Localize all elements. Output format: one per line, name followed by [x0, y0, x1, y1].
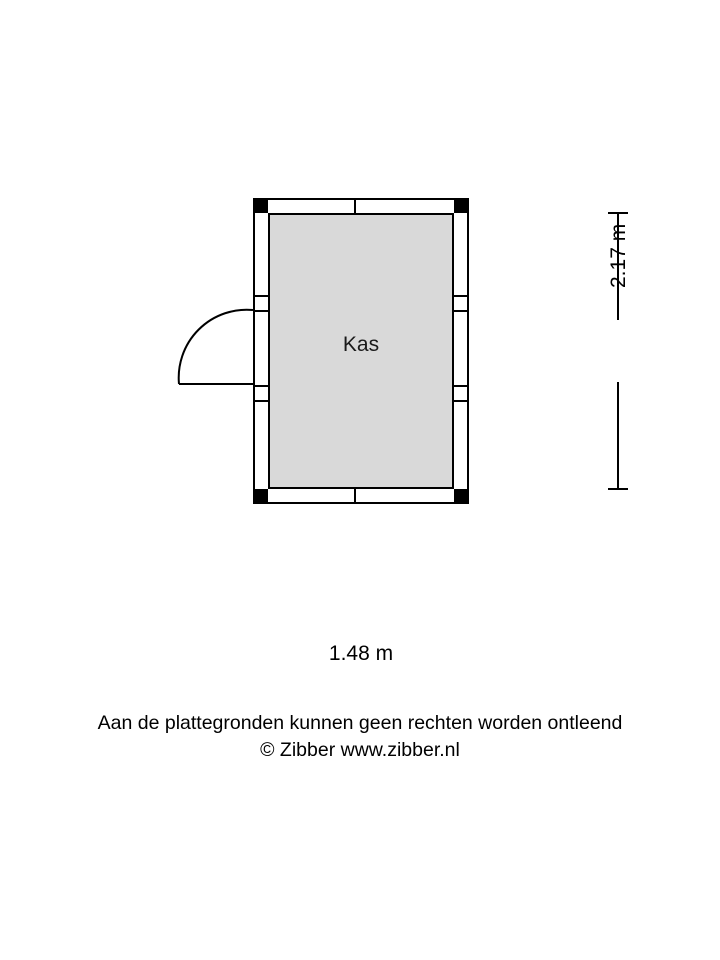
door-swing-icon — [175, 300, 257, 392]
room-label: Kas — [342, 333, 380, 356]
footer-line-2: © Zibber www.zibber.nl — [260, 739, 460, 761]
horizontal-dimension-label: 1.48 m — [253, 642, 469, 666]
window-left-lower-end — [253, 400, 268, 402]
footer-line-1: Aan de plattegronden kunnen geen rechten worden ontleend — [97, 712, 623, 734]
window-right-lower-start — [454, 385, 469, 387]
window-right-upper-start — [454, 295, 469, 297]
wall-corner-bottom-right — [454, 489, 469, 504]
wall-corner-top-right — [454, 198, 469, 213]
window-divider-bottom — [354, 489, 356, 504]
vertical-dimension-label: 2.17 m — [607, 223, 630, 288]
window-left-upper-start — [253, 295, 268, 297]
footer-disclaimer — [0, 710, 720, 764]
window-right-upper-end — [454, 310, 469, 312]
window-divider-top — [354, 198, 356, 213]
window-right-lower-end — [454, 400, 469, 402]
wall-corner-bottom-left — [253, 489, 268, 504]
wall-corner-top-left — [253, 198, 268, 213]
